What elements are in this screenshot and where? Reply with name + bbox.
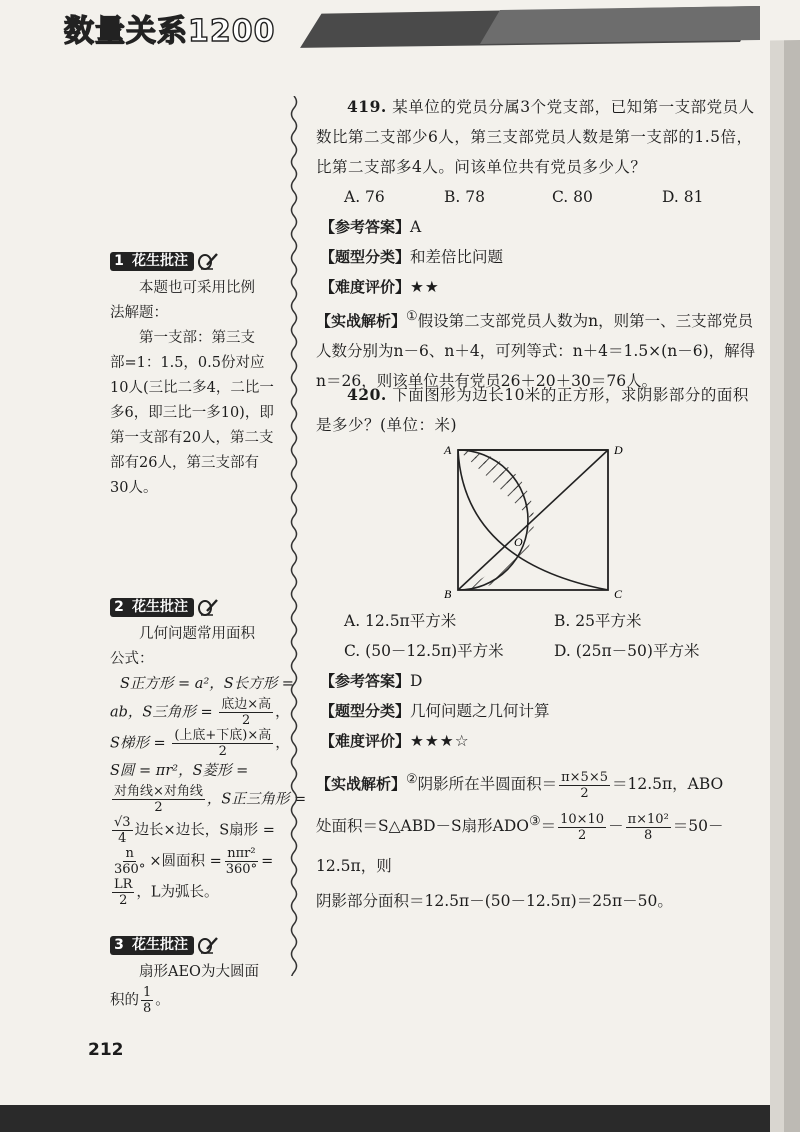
fraction-numerator: π×10² [627,811,669,827]
formula-line [110,815,306,846]
fraction-denominator: 8 [644,827,653,843]
fraction-denominator: 2 [154,800,163,815]
analysis-line [316,886,756,916]
type-value: 几何问题之几何计算 [410,702,550,720]
formula-line: S梯形 = $\frac{\text{(上底+下底)×高}}{2}$ ， [110,728,290,759]
question-body: 某单位的党员分属3个党支部，已知第一支部党员人数比第二支部少6人，第三支部党员人数是第一支部的1.5倍，比第二支部多4人。问该单位共有党员多少人？ [316,98,755,176]
note-title: 花生批注 [128,598,194,617]
question-420-details [316,606,756,916]
question-number: 419. [347,97,387,116]
fraction-numerator: 10×10 [560,811,605,827]
fraction [112,784,205,815]
fraction-numerator: 1 [143,985,152,1000]
difficulty-line [320,726,756,756]
fraction [626,812,671,843]
difficulty-stars: ★★★☆ [410,732,470,750]
note-title: 花生批注 [128,252,194,271]
analysis-text: ＝50－12.5π，则 [316,817,724,876]
formula-sector-label: 边长×边长，S扇形 = [134,822,275,839]
difficulty-tag: 【难度评价】 [320,732,411,750]
fraction-numerator: nπr² [227,846,256,861]
formula-arc-text: ，L为弧长。 [136,884,219,901]
formula-square-rect: S正方形 = a²，S长方形 = [120,676,294,692]
fraction [558,812,606,843]
fraction [112,846,147,877]
note-1 [110,250,274,501]
answer-options [344,606,756,666]
difficulty-tag: 【难度评价】 [320,278,411,296]
type-tag: 【题型分类】 [320,702,411,720]
fraction-numerator: n [125,846,134,861]
question-420 [316,380,756,440]
note-1-body [110,276,274,501]
question-text [316,380,756,440]
analysis-tag: 【实战解析】 [316,312,407,331]
option-d[interactable]: D. (25π－50)平方米 [554,642,700,660]
fraction-denominator: 4 [118,831,127,846]
note-number: 1 [110,252,128,271]
label-b: B [444,587,452,601]
note-text: 。 [155,992,170,1009]
question-419 [316,92,756,396]
note-line: 公式： [110,651,154,667]
note-line: 部有26人，第三支部有 [110,455,259,471]
answer-value: A [410,218,422,236]
formula-circle-rhombus: S圆 = πr²，S菱形 = [110,763,249,779]
fraction-denominator: 2 [242,713,251,728]
answer-tag: 【参考答案】 [320,672,411,690]
analysis-text: 假设第二支部党员人数为n，则第一、三支部党员人数分别为n－6、n＋4，可列等式：n＋4＝1.5×(n－6)，解得n＝26，则该单位共有党员26＋20＋30＝76人。 [316,312,756,391]
option-a[interactable]: A. 12.5π平方米 [344,612,457,630]
analysis-tag: 【实战解析】 [316,775,407,794]
column-divider [284,96,304,976]
note-3 [110,934,259,1016]
option-c[interactable]: C. (50－12.5π)平方米 [344,642,504,660]
fraction-numerator: (上底+下底)×高 [174,728,272,743]
analysis-text: ＝12.5π，ABO [611,775,724,794]
formula-sector-text: ×圆面积 = [149,853,222,870]
option-a[interactable]: A. 76 [344,188,385,206]
note-3-body [110,960,259,1016]
note-line: 10人(三比二多4，二比一 [110,380,274,396]
note-line: 部=1：1.5，0.5份对应 [110,355,265,371]
question-text [316,92,756,182]
fraction-denominator: 2 [580,785,589,801]
fraction [141,985,153,1016]
formula-line [110,784,306,815]
formula-triangle-label: ab，S三角形 = [110,704,213,721]
formula-equilateral-label: ，S正三角形 = [206,791,307,808]
type-value: 和差倍比问题 [410,248,504,266]
fraction-denominator: 360° [225,862,258,877]
note-line: 扇形AEO为大圆面 [139,964,259,980]
fraction-numerator: LR [114,877,133,892]
question-body: 下面图形为边长10米的正方形，求阴影部分的面积是多少？(单位：米) [316,386,749,434]
note-line: 多6，即三比一多10)，即 [110,405,274,421]
label-c: C [614,587,623,601]
note-number: 3 [110,936,128,955]
note-2 [110,596,306,908]
formula-line [110,759,306,784]
geometry-figure [434,442,634,602]
type-tag: 【题型分类】 [320,248,411,266]
footnote-mark: ③ [529,814,541,830]
footnote-mark: ① [406,309,418,324]
formula-line [110,846,306,877]
question-number: 420. [347,385,387,404]
fraction-numerator: 底边×高 [221,697,272,712]
note-line: 30人。 [110,480,158,496]
note-line: 几何问题常用面积 [139,626,255,642]
analysis-text: 阴影所在半圆面积＝ [417,775,558,794]
formula-trapezoid-label: S梯形 = [110,735,166,752]
note-line: 第一支部有20人，第二支 [110,430,274,446]
fraction-numerator: π×5×5 [561,769,608,785]
fraction [112,877,134,908]
page-number: 212 [88,1040,124,1060]
answer-value: D [410,672,423,690]
label-d: D [614,443,623,457]
difficulty-stars: ★★ [410,278,440,296]
note-line [110,985,259,1016]
fraction-denominator: 2 [119,893,128,908]
note-2-body [110,622,306,908]
fraction [112,815,133,846]
fraction [172,728,273,759]
fraction [559,770,610,801]
peanut-pen-icon [197,597,219,617]
note-line: 本题也可采用比例 [139,280,255,296]
label-o: O [514,535,523,549]
type-line [320,696,756,726]
formula-line [110,672,306,697]
option-b[interactable]: B. 25平方米 [554,612,642,630]
note-line: 第一支部：第三支 [139,330,255,346]
analysis-text: － [608,817,624,836]
answer-tag: 【参考答案】 [320,218,411,236]
footnote-mark: ② [406,772,418,787]
fraction-numerator: 对角线×对角线 [114,784,203,799]
note-number: 2 [110,598,128,617]
analysis-text: ＝ [540,817,557,836]
formula-equals: = [261,853,274,870]
note-text: 积的 [110,992,139,1009]
label-a: A [444,443,452,457]
analysis-text: 处面积＝S△ABD－S扇形ADO [316,817,529,836]
fraction-denominator: 360° [114,862,146,877]
note-line: 法解题： [110,305,168,321]
analysis-line [316,762,756,802]
type-line [320,242,756,272]
fraction [224,846,259,877]
formula-line: ab，S三角形 = $\frac{\text{底边×高}}{2}$ ， [110,697,290,728]
formula-line [110,877,306,908]
book-logo: 数量关系1200 [64,14,276,49]
header-banner [0,0,800,60]
note-2-header [110,596,306,618]
difficulty-line [320,272,756,302]
option-b[interactable]: B. 78 [444,188,485,206]
answer-line [320,212,756,242]
fraction-denominator: 8 [143,1001,152,1016]
fraction-denominator: 2 [218,744,227,759]
analysis-text: 阴影部分面积＝12.5π－(50－12.5π)＝25π－50。 [316,892,673,911]
analysis-line [316,802,756,886]
fraction-numerator: √3 [114,815,131,830]
fraction [219,697,273,728]
note-3-header [110,934,259,956]
fraction-denominator: 2 [577,827,587,843]
answer-line [320,666,756,696]
note-1-header [110,250,274,272]
option-d[interactable]: D. 81 [662,188,704,206]
option-c[interactable]: C. 80 [552,188,593,206]
note-title: 花生批注 [128,936,194,955]
peanut-pen-icon [197,935,219,955]
answer-options [344,182,756,212]
peanut-pen-icon [197,251,219,271]
